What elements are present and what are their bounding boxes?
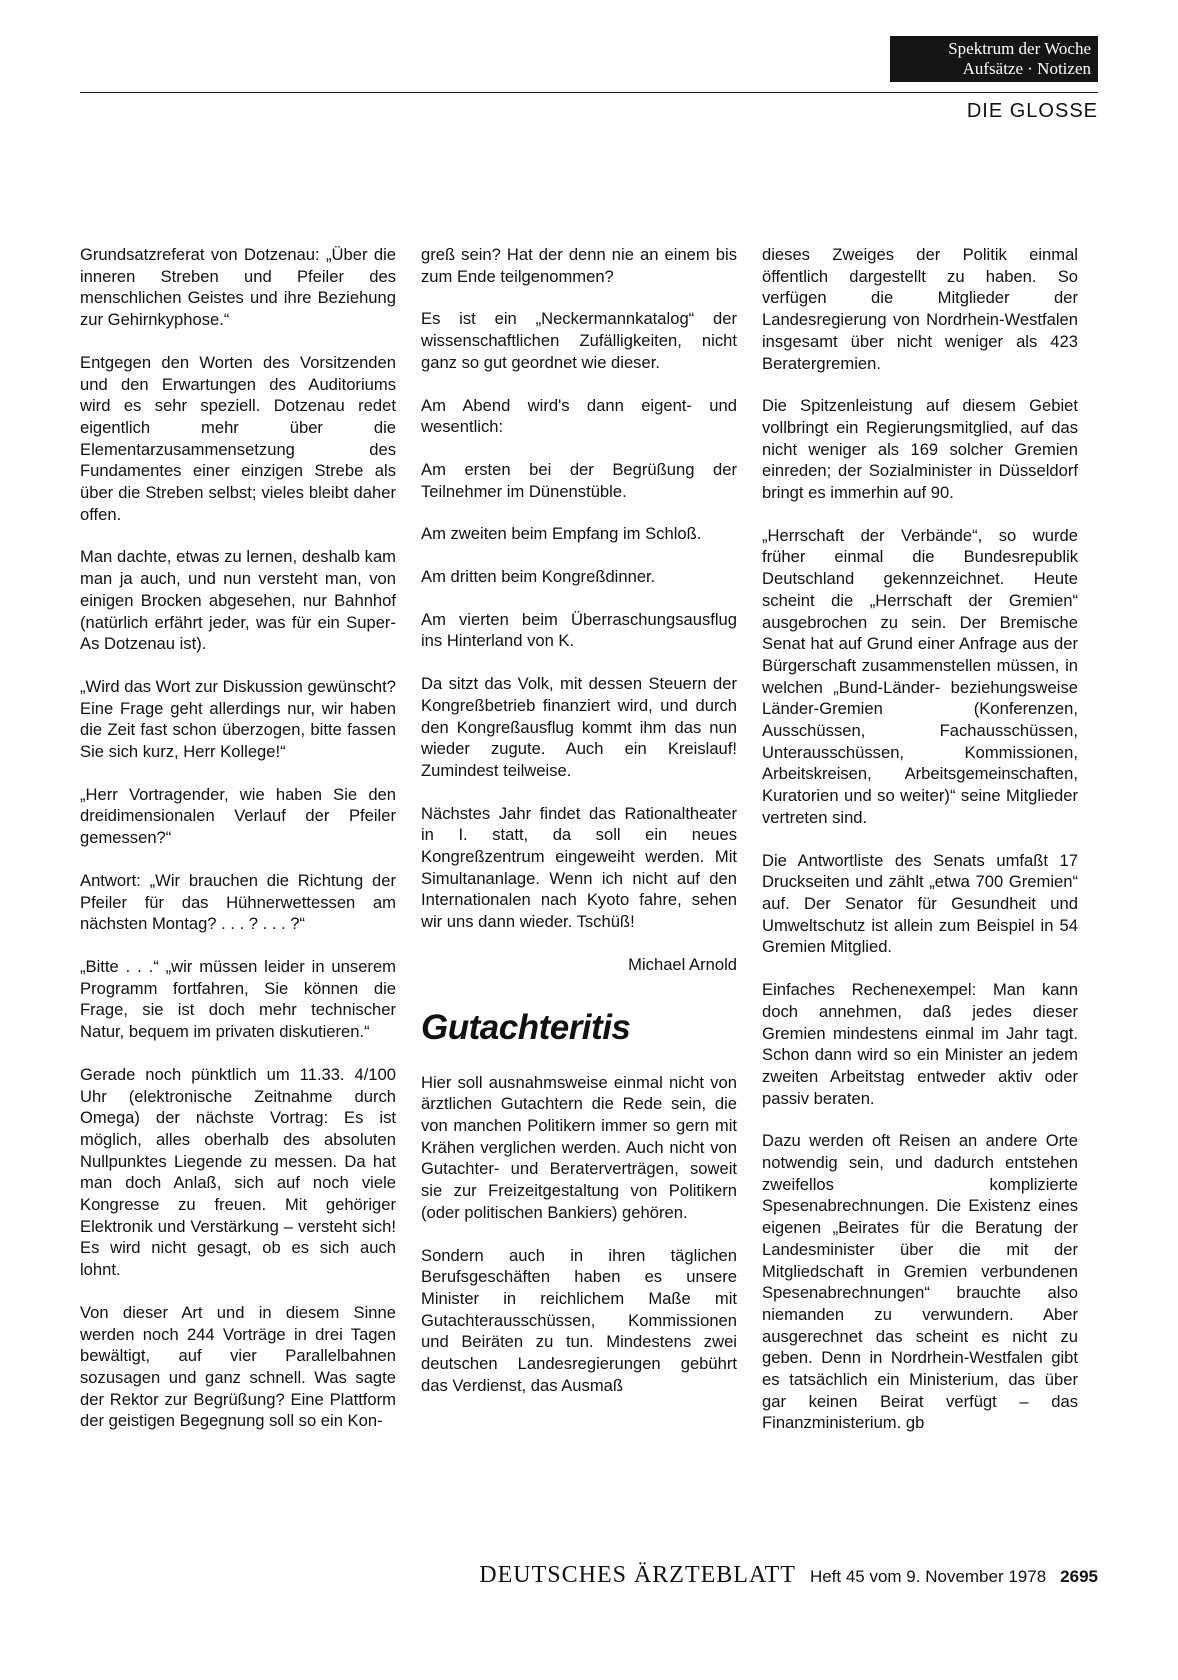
page-number: 2695 — [1060, 1567, 1098, 1586]
article-title: Gutachteritis — [421, 1007, 631, 1047]
paragraph: Entgegen den Worten des Vorsitzenden und den Erwartungen des Auditoriums wird es sehr speziell. Dotzenau redet eigentlich mehr über die Elementarzusammensetzung des Fundamentes einer einzigen Strebe als über die Streben selbst; vieles bleibt daher offen. — [80, 352, 396, 524]
paragraph: Antwort: „Wir brauchen die Richtung der Pfeiler für das Hühnerwettessen am nächsten Montag? . . . ? . . . ?“ — [80, 870, 396, 934]
paragraph: Grundsatzreferat von Dotzenau: „Über die inneren Streben und Pfeiler des menschlichen Geistes und ihre Beziehung zur Gehirnkyphose.“ — [80, 245, 396, 330]
column-1 — [80, 244, 396, 1453]
paragraph: Die Spitzenleistung auf diesem Gebiet vollbringt ein Regierungsmitglied, auf das nicht weniger als 169 solcher Gremien einreden; der Sozialminister in Düsseldorf bringt es immerhin auf 90. — [762, 396, 1078, 503]
paragraph: „Wird das Wort zur Diskussion gewünscht? Eine Frage geht allerdings nur, wir haben die Zeit fast schon überzogen, bitte fassen Sie sich kurz, Herr Kollege!“ — [80, 676, 397, 762]
paragraph: Gerade noch pünktlich um 11.33. 4/100 Uhr (elektronische Zeitnahme durch Omega) der nächste Vortrag: Es ist möglich, alles oberhalb des absoluten Nullpunktes Liegende zu messen. Da hat man doch Anlaß, sich auf noch viele Kongresse zu freuen. Mit gehöriger Elektronik und Verstärkung – versteht sich! Es wird nicht gesagt, ob es sich auch lohnt. — [80, 1064, 396, 1280]
paragraph: Da sitzt das Volk, mit dessen Steuern der Kongreßbetrieb finanziert wird, und durch den Kongreßausflug kommt ihm das nun wieder zugute. Auch ein Kreislauf! Zumindest teilweise. — [421, 674, 737, 780]
paragraph: Am zweiten beim Empfang im Schloß. — [421, 524, 702, 544]
section-label-line1: Spektrum der Woche — [948, 39, 1091, 58]
paragraph: „Herr Vortragender, wie haben Sie den dreidimensionalen Verlauf der Pfeiler gemessen?“ — [80, 784, 396, 848]
journal-name: DEUTSCHES ÄRZTEBLATT — [479, 1562, 796, 1588]
paragraph: Man dachte, etwas zu lernen, deshalb kam man ja auch, und nun versteht man, von einigen Brocken abgesehen, nur Bahnhof (natürlich erfährt jeder, was für ein Super-As Dotzenau ist). — [80, 547, 396, 654]
issue-info: Heft 45 vom 9. November 1978 — [809, 1567, 1047, 1586]
paragraph: Am Abend wird's dann eigent- und wesentlich: — [421, 395, 737, 437]
paragraph: Die Antwortliste des Senats umfaßt 17 Druckseiten und zählt „etwa 700 Gremien“ auf. Der Senator für Gesundheit und Umweltschutz ist allein zum Beispiel in 54 Gremien Mitglied. — [762, 850, 1078, 957]
paragraph: Am vierten beim Überraschungsausflug ins Hinterland von K. — [421, 609, 737, 651]
column-2 — [421, 244, 737, 1417]
paragraph: „Herrschaft der Verbände“, so wurde früher einmal die Bundesrepublik Deutschland gekennzeichnet. Heute scheint die „Herrschaft der Gremien“ ausgebrochen zu sein. Der Bremische Senat hat auf Grund einer Anfrage aus der Bürgerschaft zusammenstellen müssen, in welchen „Bund-Länder- beziehungsweise Länder-Gremien (Konferenzen, Ausschüssen, Fachausschüssen, Unterausschüssen, Kommissionen, Arbeitskreisen, Arbeitsgemeinschaften, Kuratorien und so weiter)“ seine Mitglieder vertreten sind. — [762, 525, 1078, 827]
paragraph: Es ist ein „Neckermannkatalog“ der wissenschaftlichen Zufälligkeiten, nicht ganz so gut geordnet wie dieser. — [421, 309, 737, 372]
paragraph: Am ersten bei der Begrüßung der Teilnehmer im Dünenstüble. — [421, 459, 737, 501]
paragraph: Einfaches Rechenexempel: Man kann doch annehmen, daß jedes dieser Gremien mindestens einmal im Jahr tagt. Schon dann wird so ein Minister an jedem zweiten Arbeitstag entweder aktiv oder passiv beraten. — [762, 980, 1078, 1108]
author-signature: Michael Arnold — [628, 954, 737, 974]
paragraph: greß sein? Hat der denn nie an einem bis zum Ende teilgenommen? — [421, 245, 737, 286]
paragraph: Von dieser Art und in diesem Sinne werden noch 244 Vorträge in drei Tagen bewältigt, auf vier Parallelbahnen sozusagen und ganz schnell. Was sagte der Rektor zur Begrüßung? Eine Plattform der geistigen Begegnung soll so ein Kon- — [80, 1302, 396, 1431]
rubric-title: DIE GLOSSE — [966, 100, 1098, 122]
section-label-line2: Aufsätze · Notizen — [962, 59, 1091, 78]
page-footer — [80, 1562, 1098, 1592]
section-label — [890, 36, 1098, 82]
paragraph: Dazu werden oft Reisen an andere Orte notwendig sein, und dadurch entstehen zweifellos komplizierte Spesenabrechnungen. Die Existenz eines eigenen „Beirates für die Beratung der Landesminister über die mit der Mitgliedschaft in Gremien verbundenen Spesenabrechnungen“ brauchte also niemanden zu verwundern. Aber ausgerechnet das scheint es nicht zu geben. Denn in Nordrhein-Westfalen gibt es tatsächlich ein Ministerium, das über gar keinen Beirat verfügt – das Finanzministerium. gb — [762, 1131, 1078, 1433]
column-3 — [762, 244, 1078, 1455]
header-rule — [80, 92, 1098, 93]
paragraph: Am dritten beim Kongreßdinner. — [421, 567, 656, 587]
paragraph: Nächstes Jahr findet das Rationaltheater in I. statt, da soll ein neues Kongreßzentrum eingeweiht werden. Mit Simultananlage. Wenn ich nicht auf den Internationalen nach Kyoto fahre, sehen wir uns dann wieder. Tschüß! — [421, 803, 737, 932]
paragraph: Hier soll ausnahmsweise einmal nicht von ärztlichen Gutachtern die Rede sein, die von manchen Politikern immer so gern mit Krähen verglichen werden. Auch nicht von Gutachter- und Beraterverträgen, soweit sie zur Freizeitgestaltung von Politikern (oder politischen Bankiers) gehören. — [421, 1072, 737, 1222]
paragraph: „Bitte . . .“ „wir müssen leider in unserem Programm fortfahren, Sie können die Frage, sie ist doch mehr technischer Natur, bequem im privaten diskutieren.“ — [80, 956, 396, 1042]
paragraph: Sondern auch in ihren täglichen Berufsgeschäften haben es unsere Minister in reichlichem Maße mit Gutachterausschüssen, Kommissionen und Beiräten zu tun. Mindestens zwei deutschen Landesregierungen gebührt das Verdienst, das Ausmaß — [421, 1245, 737, 1395]
paragraph: dieses Zweiges der Politik einmal öffentlich dargestellt zu haben. So verfügen die Mitglieder der Landesregierung von Nordrhein-Westfalen insgesamt über nicht weniger als 423 Beratergremien. — [762, 245, 1078, 373]
